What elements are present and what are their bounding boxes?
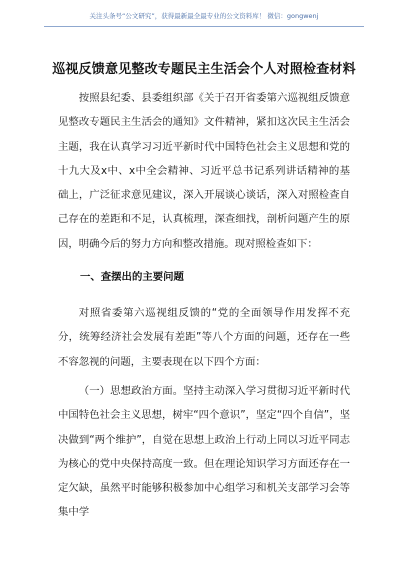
header-banner-text: 关注头条号“公文研究”，获得最新最全最专业的公文资料库！ 微信：gongwenj [89,11,319,20]
intro-paragraph: 按照县纪委、县委组织部《关于召开省委第六巡视组反馈意见整改专题民主生活会的通知》文件精神，紧扣这次民主生活会主题，我在认真学习习近平新时代中国特色社会主义思想和党的十九大及x中、x中全会精神、习近平总书记系列讲话精神的基础上，广泛征求意见建议，深入开展谈心谈话，深入对照检查自己存在的差距和不足，认真梳理，深查细找，剖析问题产生的原因，明确今后的努力方向和整改措施。现对照检查如下： [58,92,350,250]
document-title: 巡视反馈意见整改专题民主生活会个人对照检查材料 [52,62,356,77]
header-divider [44,26,364,27]
section-heading: 一、查摆出的主要问题 [80,271,184,283]
header-banner [36,2,372,28]
body-paragraph: 对照省委第六巡视组反馈的“党的全面领导作用发挥不充分，统筹经济社会发展有差距”等八个方面的问题，还存在一些不容忽视的问题，主要表现在以下四个方面： [58,307,350,368]
body-paragraph: （一）思想政治方面。坚持主动深入学习贯彻习近平新时代中国特色社会主义思想，树牢“四个意识”，坚定“四个自信”，坚决做到“两个维护”，自觉在思想上政治上行动上同以习近平同志为核心的党中央保持高度一致。但在理论知识学习方面还存在一定欠缺，虽然平时能够积极参加中心组学习和机关支部学习会等集中学 [58,385,350,519]
